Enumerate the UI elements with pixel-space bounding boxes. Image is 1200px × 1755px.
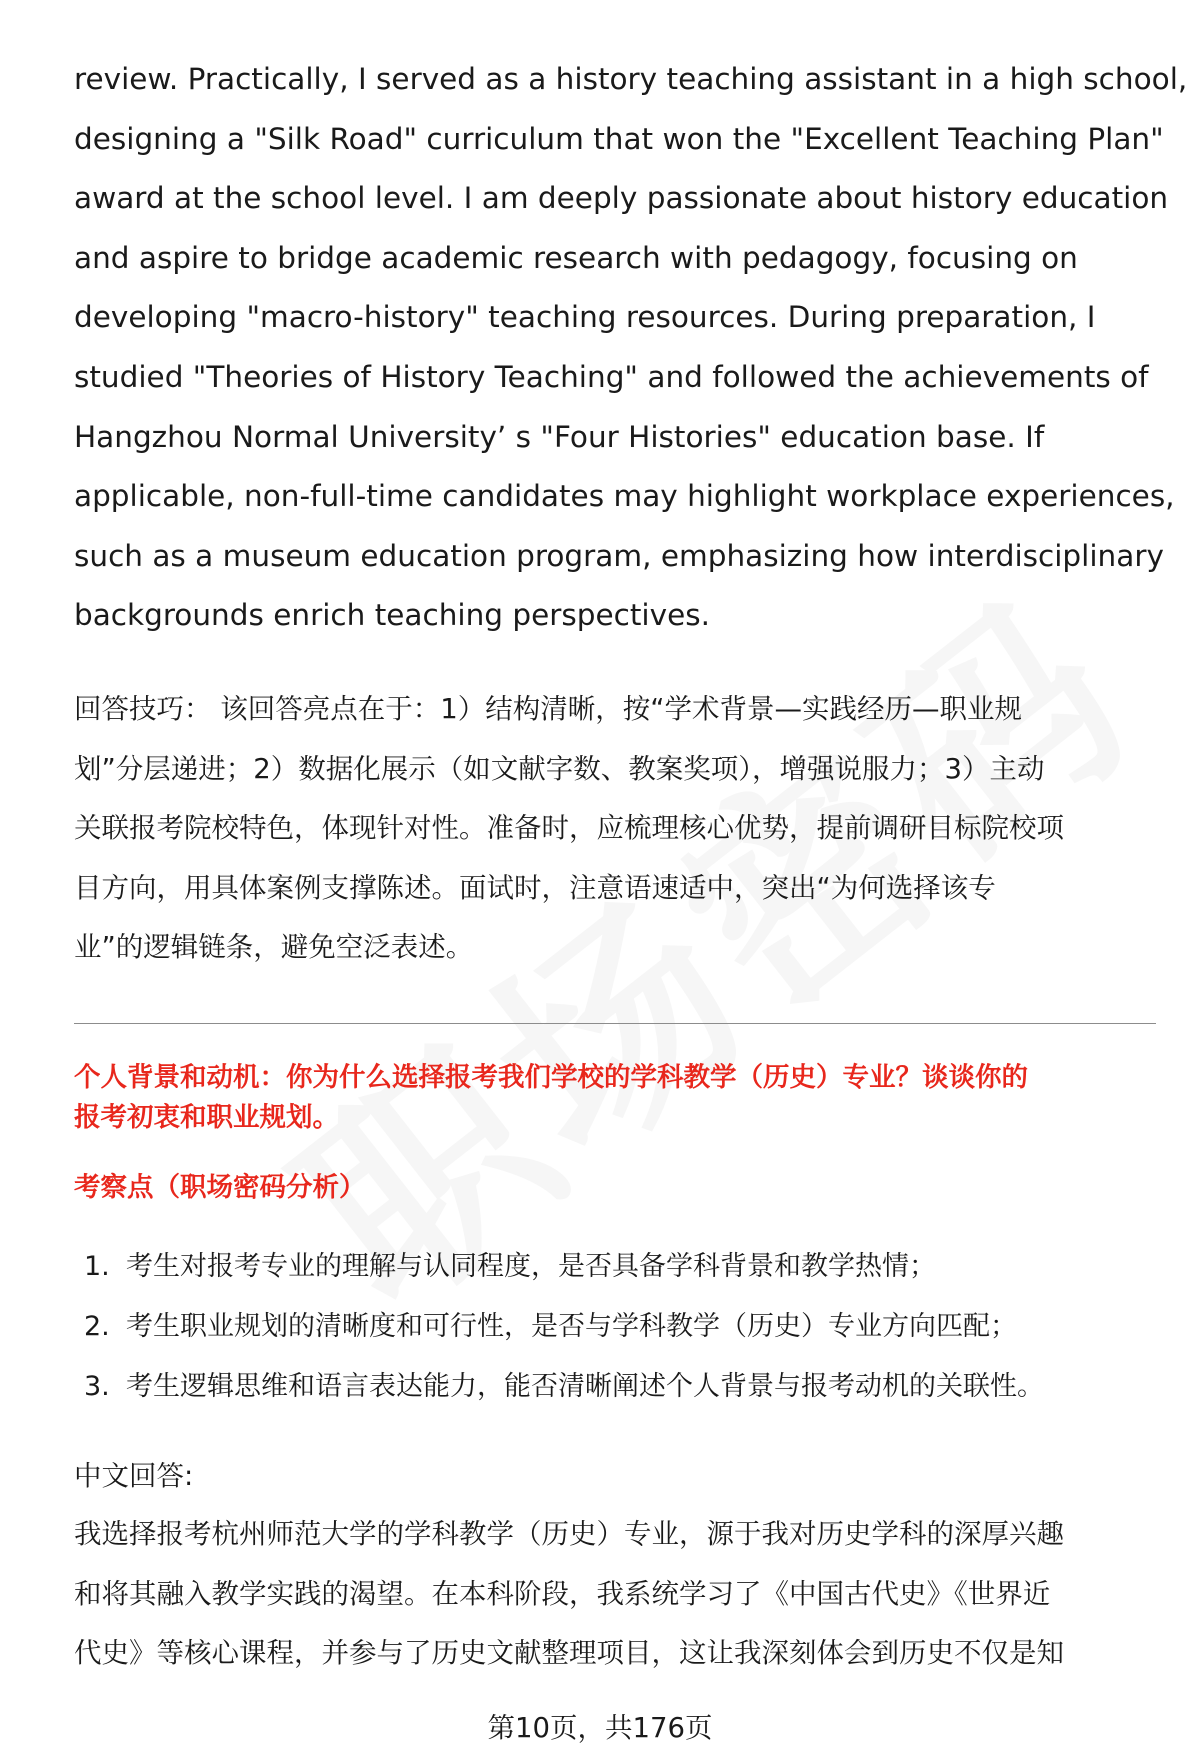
page-footer: 第10页，共176页 — [487, 1712, 713, 1744]
list-item — [84, 1357, 1044, 1417]
paragraph-line: review. Practically, I served as a history teaching assistant in a high school, — [74, 62, 1188, 96]
question-line: 报考初衷和职业规划。 — [74, 1102, 339, 1133]
section-divider — [74, 1023, 1156, 1024]
tips-line: 划”分层递进；2）数据化展示（如文献字数、教案奖项），增强说服力；3）主动 — [74, 752, 1045, 785]
tips-line: 关联报考院校特色，体现针对性。准备时，应梳理核心优势，提前调研目标院校项 — [74, 812, 1064, 844]
paragraph-line: backgrounds enrich teaching perspectives. — [74, 598, 710, 633]
tips-line: 业”的逻辑链条，避免空泛表述。 — [74, 931, 474, 963]
answer-line: 和将其融入教学实践的渴望。在本科阶段，我系统学习了《中国古代史》《世界近 — [74, 1577, 1051, 1610]
assessment-title: 考察点（职场密码分析） — [74, 1172, 366, 1203]
paragraph-line: and aspire to bridge academic research with pedagogy, focusing on — [74, 240, 1078, 275]
paragraph-line: applicable, non-full-time candidates may highlight workplace experiences, — [74, 479, 1175, 514]
answer-tips-paragraph — [74, 680, 1164, 978]
paragraph-line: award at the school level. I am deeply passionate about history education — [74, 181, 1169, 216]
list-item-text: 考生对报考专业的理解与认同程度，是否具备学科背景和教学热情； — [126, 1251, 936, 1282]
tips-line: 回答技巧： 该回答亮点在于：1）结构清晰，按“学术背景—实践经历—职业规 — [74, 693, 1022, 725]
question-line: 个人背景和动机：你为什么选择报考我们学校的学科教学（历史）专业？谈谈你的 — [74, 1062, 1028, 1093]
answer-line: 我选择报考杭州师范大学的学科教学（历史）专业，源于我对历史学科的深厚兴趣 — [74, 1518, 1064, 1550]
paragraph-line: developing "macro-history" teaching resources. During preparation, I — [74, 300, 1096, 335]
paragraph-line: such as a museum education program, emphasizing how interdisciplinary — [74, 538, 1164, 573]
list-item — [84, 1237, 1044, 1297]
answer-line: 代史》等核心课程，并参与了历史文献整理项目，这让我深刻体会到历史不仅是知 — [74, 1637, 1064, 1669]
list-item — [84, 1297, 1044, 1357]
list-item-text: 考生逻辑思维和语言表达能力，能否清晰阐述个人背景与报考动机的关联性。 — [126, 1371, 1044, 1402]
assessment-list — [84, 1237, 1044, 1417]
list-item-number: 3. — [84, 1371, 110, 1402]
chinese-answer-label: 中文回答: — [74, 1460, 194, 1492]
list-item-number: 2. — [84, 1311, 110, 1342]
question-heading — [74, 1058, 1164, 1138]
tips-line: 目方向，用具体案例支撑陈述。面试时，注意语速适中，突出“为何选择该专 — [74, 871, 996, 904]
list-item-text: 考生职业规划的清晰度和可行性，是否与学科教学（历史）专业方向匹配； — [126, 1311, 1017, 1342]
english-answer-paragraph — [74, 50, 1188, 646]
paragraph-line: Hangzhou Normal University’ s "Four Histories" education base. If — [74, 419, 1045, 454]
chinese-answer-paragraph — [74, 1505, 1169, 1684]
list-item-number: 1. — [84, 1251, 110, 1282]
paragraph-line: studied "Theories of History Teaching" and followed the achievements of — [74, 359, 1149, 394]
paragraph-line: designing a "Silk Road" curriculum that won the "Excellent Teaching Plan" — [74, 121, 1164, 156]
